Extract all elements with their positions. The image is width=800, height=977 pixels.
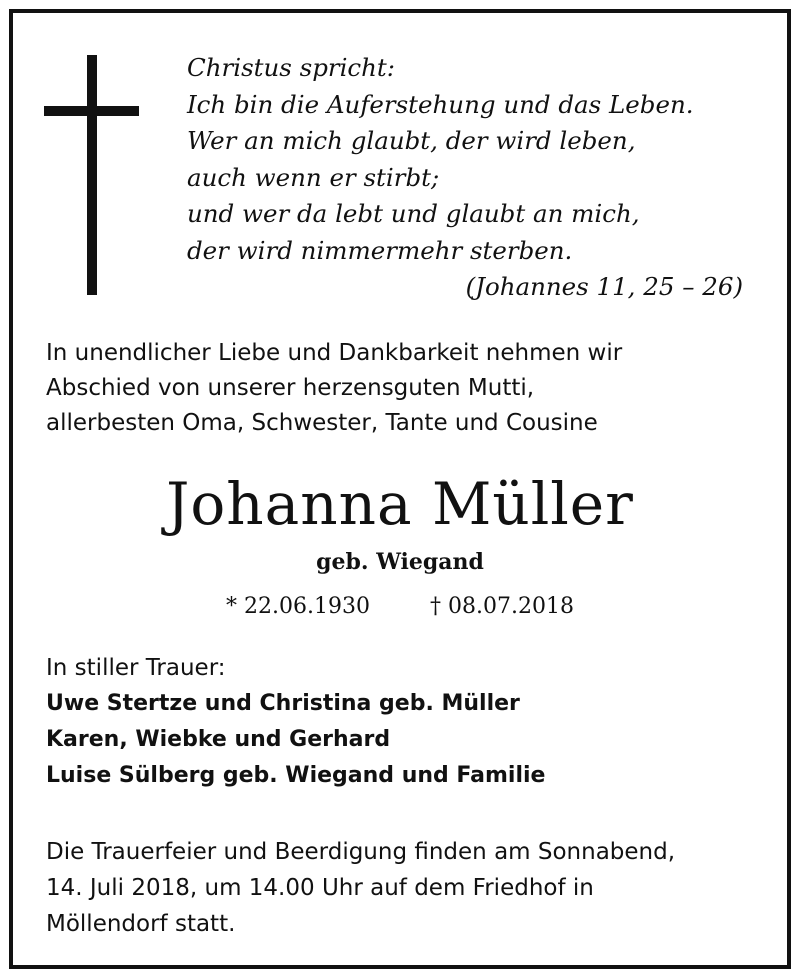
service-info: [46, 834, 766, 942]
verse-line: der wird nimmermehr sterben.: [187, 235, 573, 265]
verse-line: Christus spricht:: [187, 53, 396, 82]
intro-line: allerbesten Oma, Schwester, Tante und Cousine: [46, 410, 598, 436]
verse-line: Wer an mich glaubt, der wird leben,: [187, 126, 636, 155]
mourner-name: Luise Sülberg geb. Wiegand und Familie: [46, 763, 546, 788]
maiden-name: geb. Wiegand: [316, 549, 484, 575]
death-date: † 08.07.2018: [430, 594, 574, 619]
mourner-name: Karen, Wiebke und Gerhard: [46, 727, 391, 752]
verse-line: auch wenn er stirbt;: [187, 162, 440, 192]
birth-date: * 22.06.1930: [226, 594, 370, 619]
service-line: 14. Juli 2018, um 14.00 Uhr auf dem Friedhof in: [46, 875, 594, 901]
cross-vertical-bar: [87, 55, 97, 295]
intro-line: In unendlicher Liebe und Dankbarkeit nehmen wir: [46, 340, 623, 366]
mourners-heading: In stiller Trauer:: [46, 655, 226, 681]
cross-icon: [44, 55, 139, 295]
intro-line: Abschied von unserer herzensguten Mutti,: [46, 375, 535, 401]
service-line: Die Trauerfeier und Beerdigung finden am Sonnabend,: [46, 839, 676, 865]
verse-line: und wer da lebt und glaubt an mich,: [187, 199, 640, 228]
service-line: Möllendorf statt.: [46, 911, 236, 937]
verse-reference: (Johannes 11, 25 – 26): [465, 272, 743, 301]
bible-verse: [187, 50, 767, 306]
verse-line: Ich bin die Auferstehung und das Leben.: [187, 89, 694, 119]
mourner-name: Uwe Stertze und Christina geb. Müller: [46, 691, 520, 716]
mourners-block: [46, 650, 766, 794]
intro-text: [46, 336, 766, 441]
cross-horizontal-bar: [44, 106, 139, 116]
deceased-name: Johanna Müller: [166, 470, 634, 538]
life-dates: [0, 591, 800, 623]
